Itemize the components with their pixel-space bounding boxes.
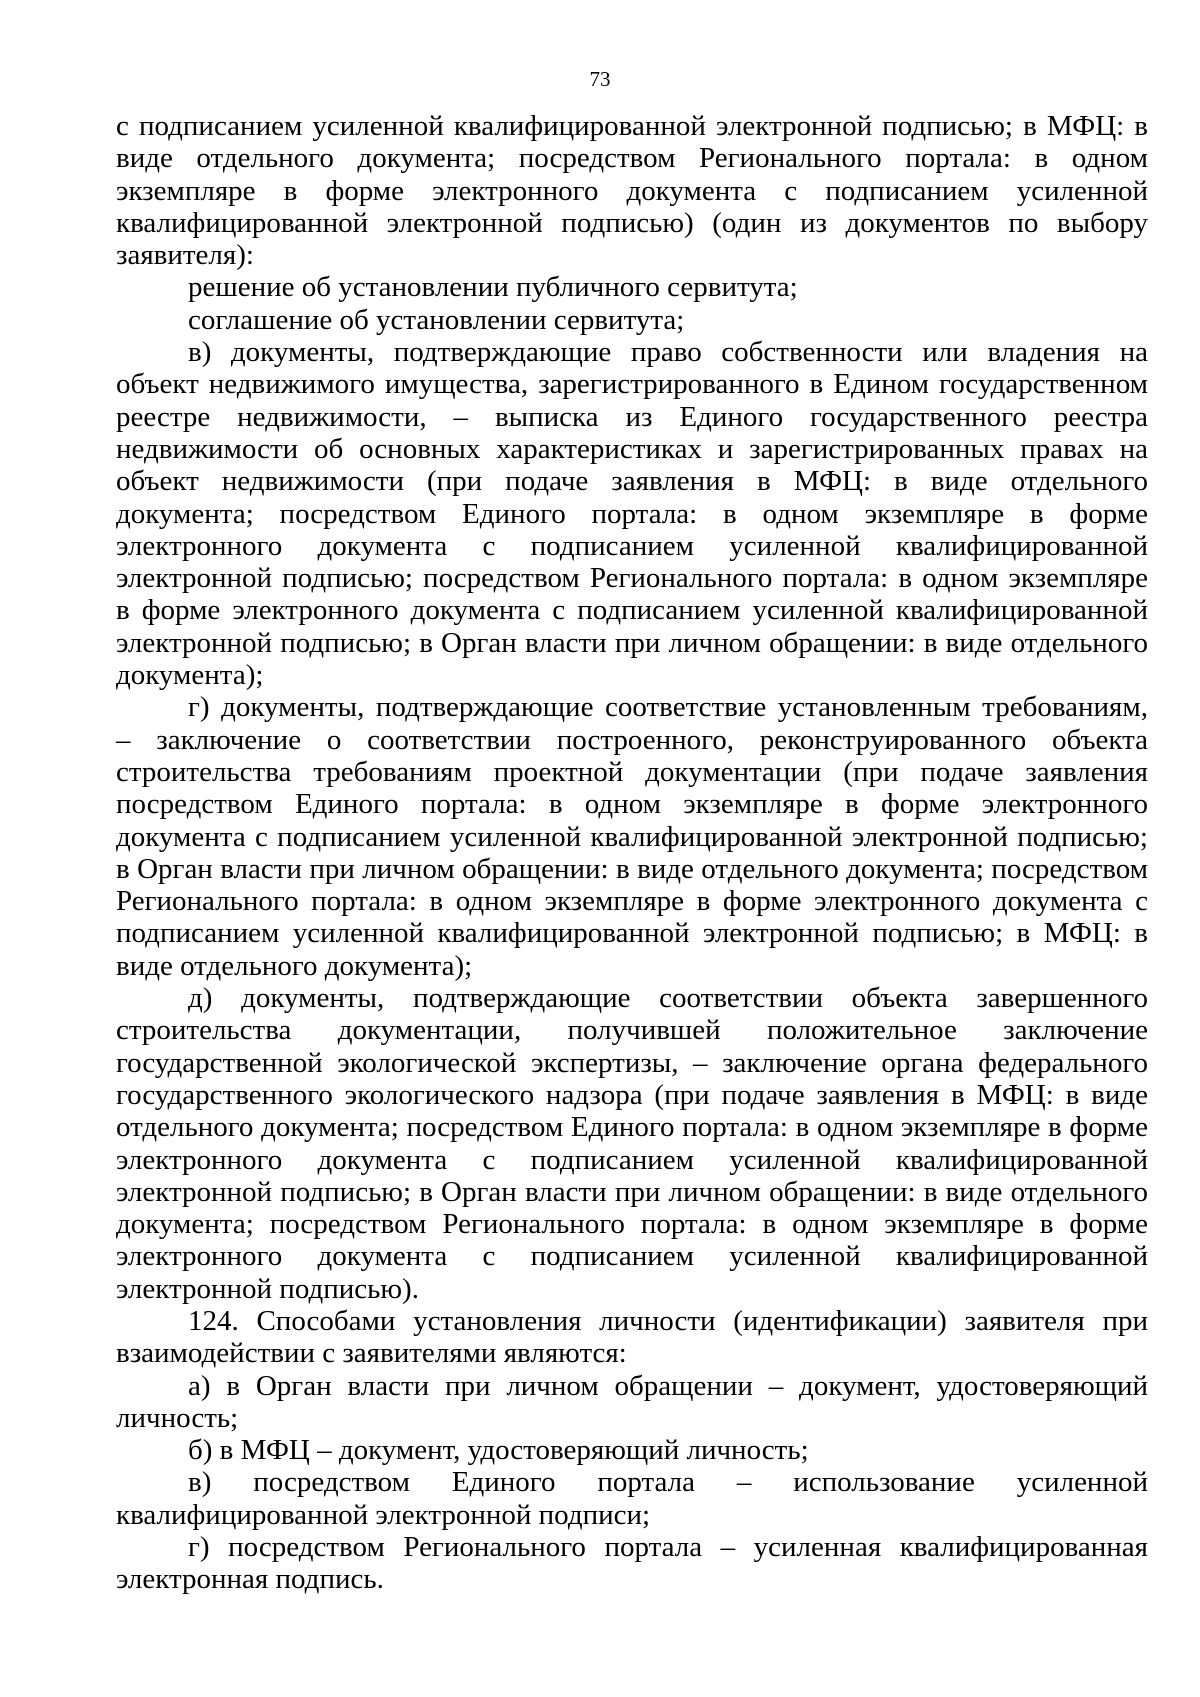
paragraph-124-v: в) посредством Единого портала – использование усиленной квалифицированной электронной подписи; (116, 1466, 1148, 1531)
paragraph-servitude-agreement: соглашение об установлении сервитута; (188, 303, 685, 336)
paragraph-public-servitude: решение об установлении публичного сервитута; (188, 271, 798, 304)
paragraph-124: 124. Способами установления личности (идентификации) заявителя при взаимодействии с заявителями являются: (116, 1304, 1148, 1370)
document-body (116, 110, 1148, 1596)
paragraph-item-g: г) документы, подтверждающие соответствие установленным требованиям, – заключение о соответствии построенного, реконструированного объекта строительства требованиям проектной документации (при подаче заявления посредством Единого портала: в одном экземпляре в форме электронного документа с подписанием усиленной квалифицированной электронной подписью; в Орган власти при личном обращении: в виде отдельного документа; посредством Регионального портала: в одном экземпляре в форме электронного документа с подписанием усиленной квалифицированной электронной подписью; в МФЦ: в виде отдельного документа); (116, 691, 1148, 982)
paragraph-item-d: д) документы, подтверждающие соответствии объекта завершенного строительства документации, получившей положительное заключение государственной экологической экспертизы, – заключение органа федерального государственного экологического надзора (при подаче заявления в МФЦ: в виде отдельного документа; посредством Единого портала: в одном экземпляре в форме электронного документа с подписанием усиленной квалифицированной электронной подписью; в Орган власти при личном обращении: в виде отдельного документа; посредством Регионального портала: в одном экземпляре в форме электронного документа с подписанием усиленной квалифицированной электронной подписью). (116, 982, 1148, 1305)
page-number: 73 (589, 67, 611, 91)
paragraph-item-v: в) документы, подтверждающие право собственности или владения на объект недвижимого имущества, зарегистрированного в Едином государственном реестре недвижимости, – выписка из Единого государственного реестра недвижимости об основных характеристиках и зарегистрированных правах на объект недвижимости (при подаче заявления в МФЦ: в виде отдельного документа; посредством Единого портала: в одном экземпляре в форме электронного документа с подписанием усиленной квалифицированной электронной подписью; посредством Регионального портала: в одном экземпляре в форме электронного документа с подписанием усиленной квалифицированной электронной подписью; в Орган власти при личном обращении: в виде отдельного документа); (116, 336, 1148, 692)
paragraph-124-a: а) в Орган власти при личном обращении – документ, удостоверяющий личность; (116, 1369, 1148, 1434)
paragraph-continuation: с подписанием усиленной квалифицированной электронной подписью; в МФЦ: в виде отдельного документа; посредством Регионального портала: в одном экземпляре в форме электронного документа с подписанием усиленной квалифицированной электронной подписью) (один из документов по выбору заявителя): (116, 110, 1148, 272)
paragraph-124-g: г) посредством Регионального портала – усиленная квалифицированная электронная подпись. (116, 1531, 1148, 1596)
paragraph-124-b: б) в МФЦ – документ, удостоверяющий личность; (188, 1434, 809, 1467)
